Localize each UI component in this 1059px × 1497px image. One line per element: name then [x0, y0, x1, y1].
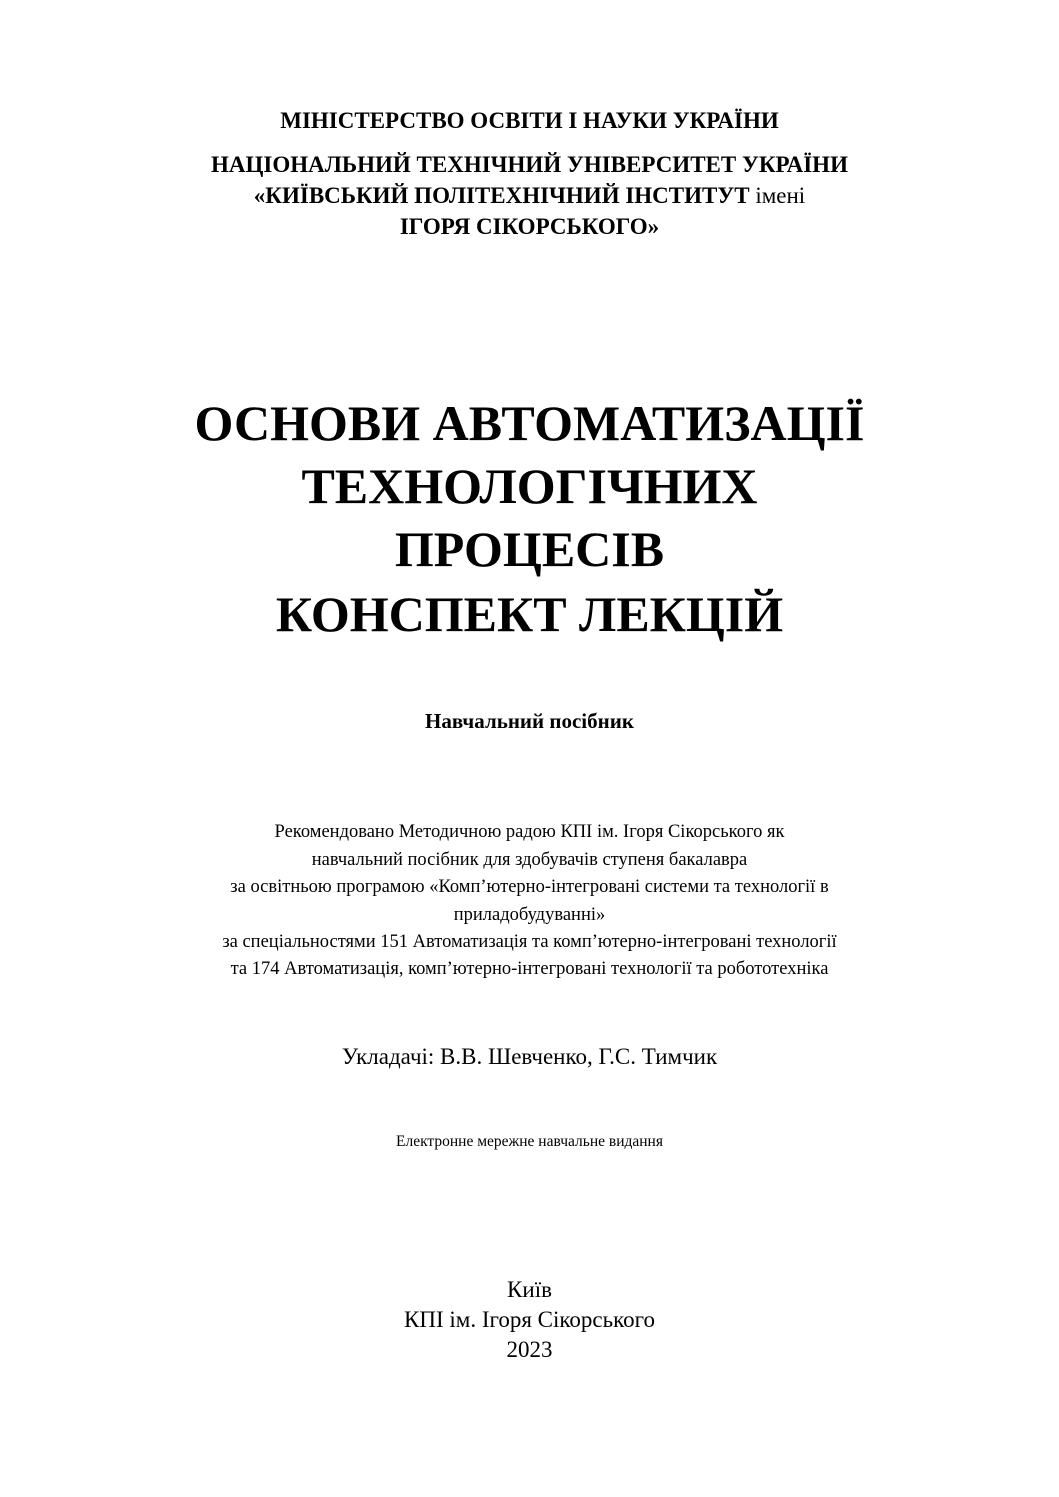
- authors: Укладачі: В.В. Шевченко, Г.С. Тимчик: [341, 1044, 718, 1069]
- publisher: КПІ ім. Ігоря Сікорського: [404, 1307, 655, 1332]
- publication-year: 2023: [506, 1337, 553, 1362]
- university-name-line2-bold: «КИЇВСЬКИЙ ПОЛІТЕХНІЧНИЙ ІНСТИТУТ: [253, 183, 750, 208]
- university-name-line1: НАЦІОНАЛЬНИЙ ТЕХНІЧНИЙ УНІВЕРСИТЕТ УКРАЇНИ: [211, 152, 848, 177]
- university-name-line3: ІГОРЯ СІКОРСЬКОГО»: [399, 214, 660, 239]
- document-subtitle: Навчальний посібник: [425, 709, 634, 733]
- publication-city: Київ: [507, 1277, 552, 1302]
- recommendation-line2: навчальний посібник для здобувачів ступеня бакалавра: [311, 850, 748, 870]
- recommendation-line3: за освітньою програмою «Комп’ютерно-інтегровані системи та технології в: [230, 877, 829, 897]
- document-title-line1: ОСНОВИ АВТОМАТИЗАЦІЇ: [194, 395, 865, 451]
- university-name-line2: [0, 184, 1059, 207]
- document-title-line2: ТЕХНОЛОГІЧНИХ: [301, 458, 758, 514]
- recommendation-line6: та 174 Автоматизація, комп’ютерно-інтегровані технології та робототехніка: [230, 959, 829, 979]
- edition-type: Електронне мережне навчальне видання: [396, 1133, 663, 1150]
- document-title-line4: КОНСПЕКТ ЛЕКЦІЙ: [275, 586, 784, 642]
- university-name-line2-normal: імені: [755, 183, 806, 208]
- recommendation-line4: приладобудуванні»: [453, 905, 606, 925]
- ministry-name: МІНІСТЕРСТВО ОСВІТИ І НАУКИ УКРАЇНИ: [280, 108, 779, 133]
- recommendation-line1: Рекомендовано Методичною радою КПІ ім. Ігоря Сікорського як: [274, 822, 785, 842]
- recommendation-line5: за спеціальностями 151 Автоматизація та комп’ютерно-інтегровані технології: [222, 932, 837, 952]
- document-title-line3: ПРОЦЕСІВ: [394, 521, 665, 577]
